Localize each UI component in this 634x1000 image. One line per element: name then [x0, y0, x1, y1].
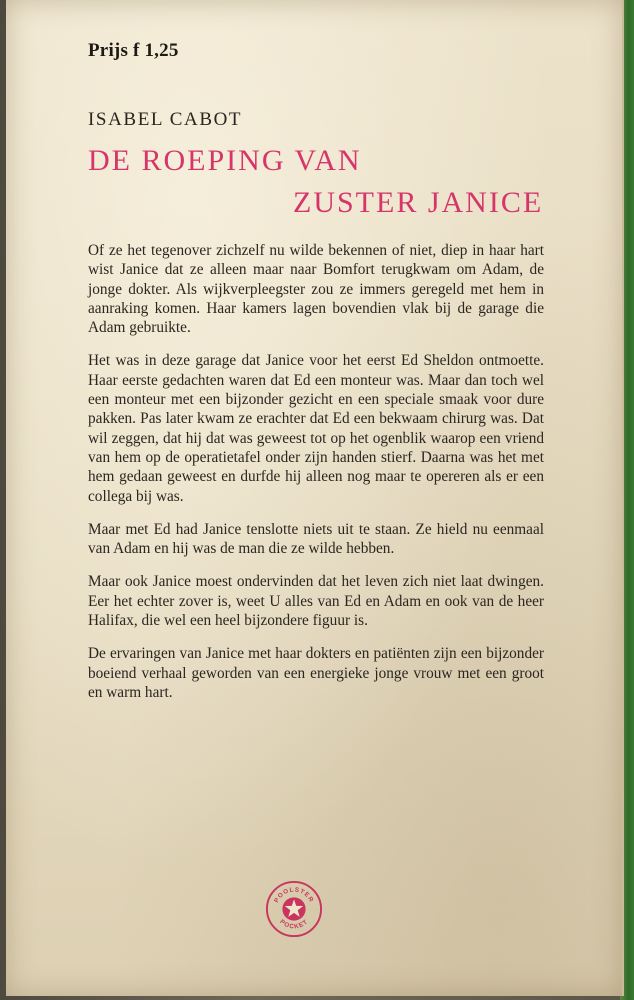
blurb-paragraph-1: Of ze het tegenover zichzelf nu wilde bekennen of niet, diep in haar hart wist Janice dat ze alleen maar naar Bomfort terugkwam om Adam, de jonge dokter. Als wijkverpleegster zou ze immers geregeld met hem in aanraking komen. Haar kamers lagen bovendien vlak bij de garage die Adam gebruikte.: [88, 242, 544, 337]
blurb-paragraph-2: Het was in deze garage dat Janice voor het eerst Ed Sheldon ontmoette. Haar eerste gedachten waren dat Ed een monteur was. Maar dan toch wel een monteur met een bijzonder gezicht en een speciale smaak voor dure pakken. Pas later kwam ze erachter dat Ed een bekwaam chirurg was. Dat wil zeggen, dat hij dat was geweest tot op het ogenblik waarop een vriend van hem op de operatietafel onder zijn handen stierf. Daarna was het met hem gedaan geweest en durfde hij alleen nog maar te opereren als er een collega bij was.: [88, 352, 544, 505]
title-line-1: DE ROEPING VAN: [88, 144, 362, 177]
blurb-paragraph-4: Maar ook Janice moest ondervinden dat het leven zich niet laat dwingen. Eer het echter zover is, weet U alles van Ed en Adam en ook van de heer Halifax, die wel een heel bijzondere figuur is.: [88, 573, 544, 630]
blurb-text: [88, 241, 544, 716]
svg-text:POCKET: POCKET: [278, 918, 310, 931]
title-line-2: ZUSTER JANICE: [293, 186, 544, 219]
blurb-paragraph-3: Maar met Ed had Janice tenslotte niets uit te staan. Ze hield nu eenmaal van Adam en hij was de man die ze wilde hebben.: [88, 520, 544, 558]
author-name: ISABEL CABOT: [88, 109, 243, 130]
price-label: Prijs f 1,25: [88, 40, 179, 61]
blurb-paragraph-5: De ervaringen van Janice met haar dokters en patiënten zijn een bijzonder boeiend verhaal geworden van een energieke jonge vrouw met een groot en warm hart.: [88, 645, 544, 701]
poolster-pocket-logo-icon: [265, 880, 323, 938]
svg-text:POOLSTER: POOLSTER: [273, 886, 315, 904]
